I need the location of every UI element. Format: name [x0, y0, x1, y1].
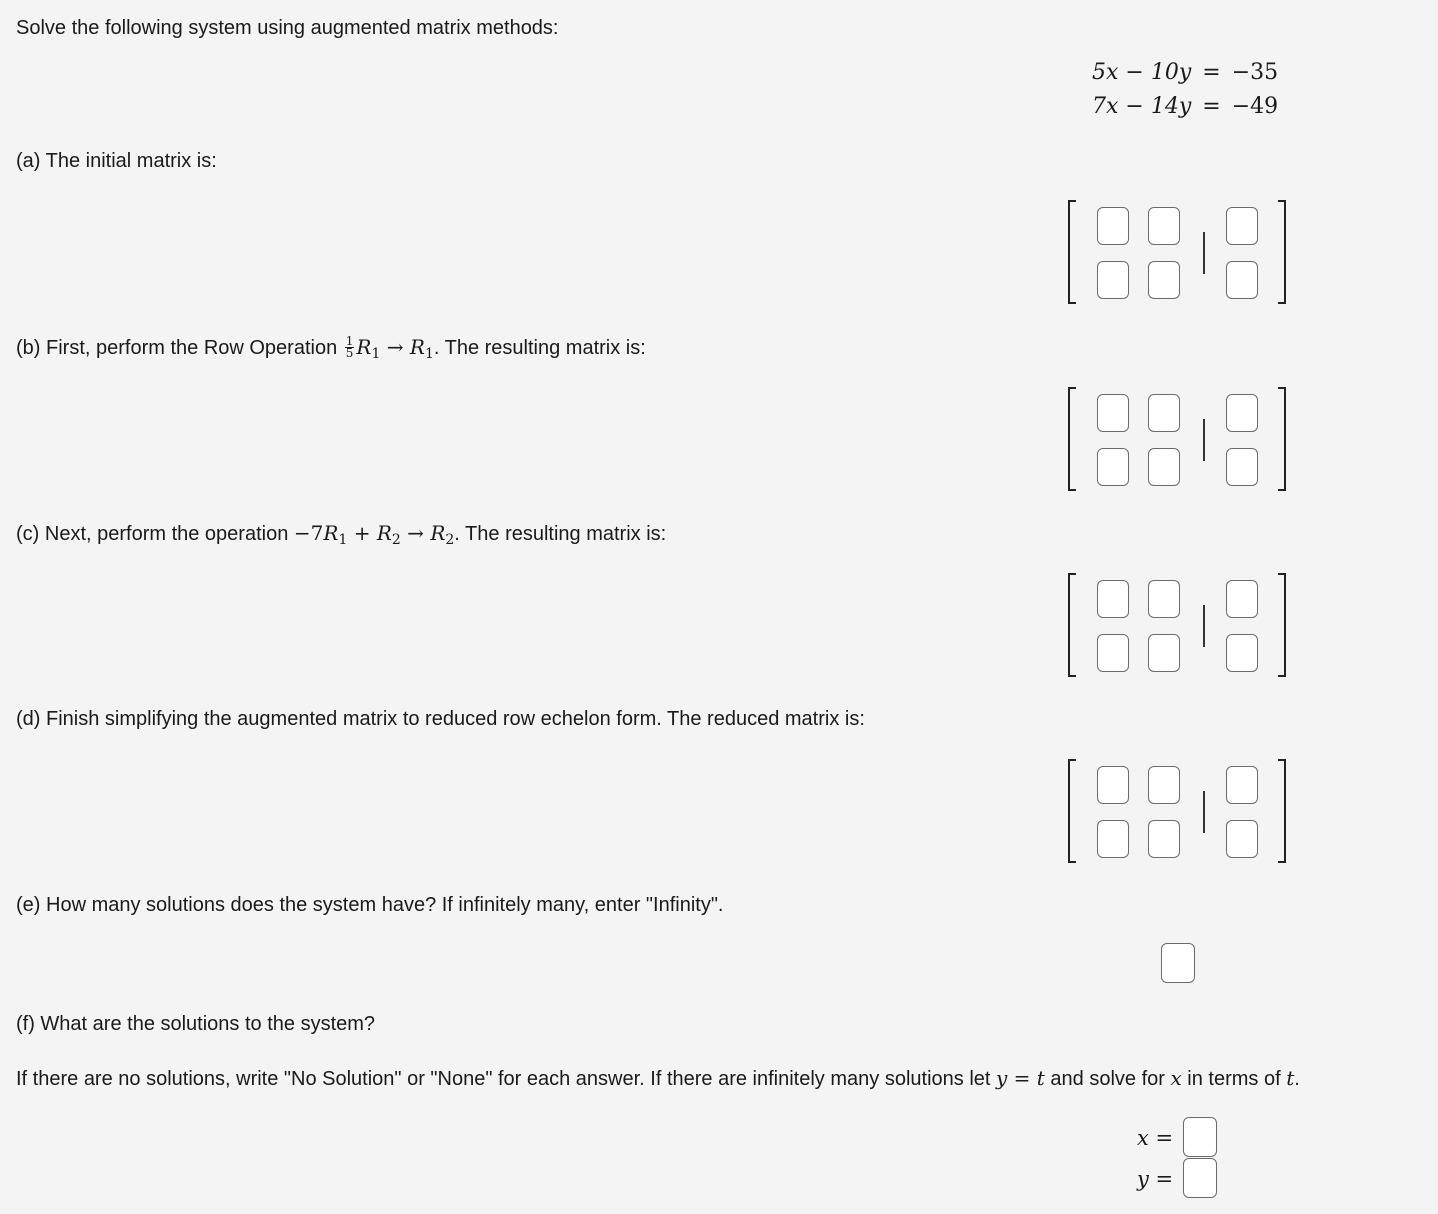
matrix-a-r1c2-input[interactable]: [1148, 207, 1180, 245]
row-r1-target: R: [409, 335, 425, 359]
matrix-a-r2c1-input[interactable]: [1097, 261, 1129, 299]
matrix-right-bracket: [1278, 759, 1286, 863]
instr-var-t2: t: [1286, 1066, 1295, 1090]
instr-text-4: .: [1294, 1068, 1300, 1090]
matrix-c-r2c1-input[interactable]: [1097, 634, 1129, 672]
equation-1-lhs: 5x − 10y: [1092, 60, 1192, 85]
instr-var-t: t: [1036, 1066, 1045, 1090]
fraction-numerator: 1: [345, 334, 354, 349]
matrix-d-r2c3-input[interactable]: [1226, 820, 1258, 858]
matrix-d-r2c2-input[interactable]: [1148, 820, 1180, 858]
matrix-right-bracket: [1278, 573, 1286, 677]
equation-1-equals: =: [1202, 60, 1221, 85]
augment-divider: [1203, 791, 1205, 833]
part-c-prefix: (c) Next, perform the operation: [16, 523, 294, 545]
matrix-a: [1068, 200, 1286, 304]
matrix-left-bracket: [1068, 759, 1076, 863]
matrix-right-bracket: [1278, 200, 1286, 304]
matrix-a-r1c3-input[interactable]: [1226, 207, 1258, 245]
augment-divider: [1203, 419, 1205, 461]
part-b-label: [16, 335, 646, 366]
matrix-b-r2c3-input[interactable]: [1226, 448, 1258, 486]
matrix-b-r1c3-input[interactable]: [1226, 394, 1258, 432]
row-r2-sub: 2: [391, 532, 401, 548]
row-r1-sub: 1: [338, 532, 348, 548]
matrix-b: [1068, 387, 1286, 491]
matrix-c-r1c1-input[interactable]: [1097, 580, 1129, 618]
x-label: x =: [1137, 1126, 1174, 1150]
matrix-d-r1c2-input[interactable]: [1148, 766, 1180, 804]
matrix-c: [1068, 573, 1286, 677]
matrix-d: [1068, 759, 1286, 863]
row-r1-sub: 1: [371, 346, 381, 362]
instr-equals: =: [1007, 1066, 1037, 1090]
arrow: →: [380, 335, 410, 359]
row-r1: R: [323, 521, 339, 545]
matrix-c-r2c3-input[interactable]: [1226, 634, 1258, 672]
instr-text-2: and solve for: [1044, 1068, 1171, 1090]
instr-text-1: If there are no solutions, write "No Solution" or "None" for each answer. If there are infinitely many solutions let: [16, 1068, 996, 1090]
instr-var-y: y: [996, 1066, 1008, 1090]
matrix-b-r1c1-input[interactable]: [1097, 394, 1129, 432]
instr-var-x: x: [1170, 1066, 1182, 1090]
y-solution-input[interactable]: [1183, 1158, 1217, 1198]
part-e-label: (e) How many solutions does the system have? If infinitely many, enter "Infinity".: [16, 894, 724, 916]
part-c-label: [16, 521, 666, 552]
fraction-one-fifth: [345, 336, 355, 359]
instr-text-3: in terms of: [1181, 1068, 1287, 1090]
part-f-question: (f) What are the solutions to the system?: [16, 1013, 376, 1035]
augment-divider: [1203, 605, 1205, 647]
row-r2: R: [376, 521, 392, 545]
num-solutions-input[interactable]: [1161, 943, 1195, 983]
matrix-left-bracket: [1068, 200, 1076, 304]
y-label: y =: [1137, 1167, 1174, 1191]
part-a-label: (a) The initial matrix is:: [16, 150, 217, 172]
equation-2-rhs: −49: [1231, 94, 1279, 119]
fraction-denominator: 5: [345, 346, 354, 361]
arrow: →: [400, 521, 431, 545]
equation-2-lhs: 7x − 14y: [1092, 94, 1192, 119]
part-c-suffix: . The resulting matrix is:: [454, 523, 667, 545]
row-r1: R: [356, 335, 372, 359]
plus: +: [347, 521, 377, 545]
part-b-suffix: . The resulting matrix is:: [433, 337, 646, 359]
row-r2-target: R: [430, 521, 446, 545]
matrix-b-r2c1-input[interactable]: [1097, 448, 1129, 486]
matrix-b-r1c2-input[interactable]: [1148, 394, 1180, 432]
coefficient: −7: [293, 521, 324, 545]
equation-2-equals: =: [1202, 94, 1221, 119]
part-d-label: (d) Finish simplifying the augmented matrix to reduced row echelon form. The reduced matrix is:: [16, 708, 865, 730]
matrix-right-bracket: [1278, 387, 1286, 491]
matrix-d-r1c1-input[interactable]: [1097, 766, 1129, 804]
matrix-c-r1c3-input[interactable]: [1226, 580, 1258, 618]
x-solution-input[interactable]: [1183, 1117, 1217, 1157]
part-b-prefix: (b) First, perform the Row Operation: [16, 337, 343, 359]
matrix-left-bracket: [1068, 387, 1076, 491]
matrix-a-r1c1-input[interactable]: [1097, 207, 1129, 245]
matrix-d-r2c1-input[interactable]: [1097, 820, 1129, 858]
augment-divider: [1203, 232, 1205, 274]
matrix-a-r2c3-input[interactable]: [1226, 261, 1258, 299]
matrix-c-r1c2-input[interactable]: [1148, 580, 1180, 618]
matrix-d-r1c3-input[interactable]: [1226, 766, 1258, 804]
matrix-a-r2c2-input[interactable]: [1148, 261, 1180, 299]
part-f-instructions: [16, 1066, 1300, 1091]
matrix-b-r2c2-input[interactable]: [1148, 448, 1180, 486]
equation-1-rhs: −35: [1231, 60, 1279, 85]
matrix-left-bracket: [1068, 573, 1076, 677]
matrix-c-r2c2-input[interactable]: [1148, 634, 1180, 672]
row-r2-target-sub: 2: [445, 532, 455, 548]
row-r1-target-sub: 1: [424, 346, 434, 362]
problem-intro: Solve the following system using augmented matrix methods:: [16, 17, 559, 39]
